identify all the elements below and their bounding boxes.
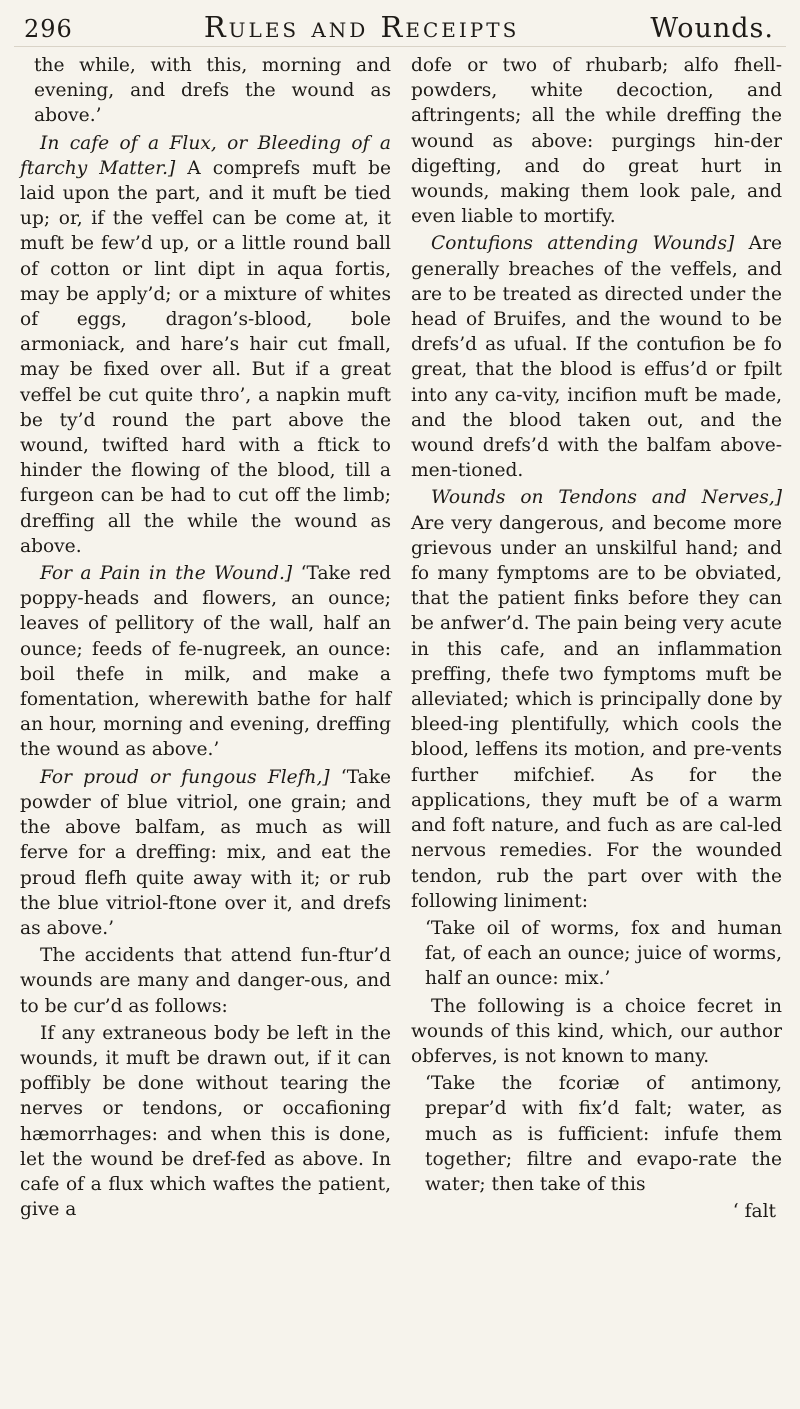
paragraph-text: The following is a choice fecret in wounds of this kind, which, our author obferves, is not known to many. (411, 995, 782, 1067)
paragraph-text: ‘Take the fcoriæ of antimony, prepar’d with fix’d falt; water, as much as is fufficient: infufe them together; filtre and evapo-rate the water; then take of this (425, 1073, 782, 1195)
paragraph-text: ‘Take oil of worms, fox and human fat, of each an ounce; juice of worms, half an ounce: mix.’ (425, 917, 782, 990)
paragraph (411, 916, 782, 992)
paragraph (20, 1021, 391, 1223)
paragraph-text: A comprefs muft be laid upon the part, and it muft be tied up; or, if the veffel can be come at, it muft be few’d up, or a little round ball of cotton or lint dipt in aqua fortis, may be apply’d; or a mixture of whites of eggs, dragon’s-blood, bole armoniack, and hare’s hair cut fmall, may be fixed over all. But if a great veffel be cut quite thro’, a napkin muft be ty’d round the part above the wound, twifted hard with a ftick to hinder the flowing of the blood, till a furgeon can be had to cut off the limb; dreffing all the while the wound as above. (20, 157, 391, 557)
paragraph (20, 765, 391, 941)
paragraph (20, 561, 391, 763)
paragraph (411, 994, 782, 1070)
left-column (20, 53, 391, 1409)
paragraph (411, 53, 782, 229)
catchword-text: ‘ falt (732, 1201, 776, 1223)
section-title: Wounds. (650, 13, 774, 44)
paragraph-text: The accidents that attend fun-ftur’d wounds are many and danger-ous, and to be cur’d as follows: (20, 945, 391, 1017)
paragraph-heading: Contufions attending Wounds] (431, 233, 735, 255)
paragraph-text: If any extraneous body be left in the wounds, it muft be drawn out, if it can poffibly be done without tearing the nerves or tendons, or occafioning hæmorrhages: and when this is done, let the wound be dref-fed as above. In cafe of a flux which waftes the patient, give a (20, 1022, 391, 1221)
paragraph (411, 485, 782, 913)
catchword (411, 1199, 776, 1224)
paragraph-text: ‘Take red poppy-heads and flowers, an ounce; leaves of pellitory of the wall, half an ounce; feeds of fe-nugreek, an ounce: boil thefe in milk, and make a fomentation, wherewith bathe for half an hour, morning and evening, dreffing the wound as above.’ (20, 563, 391, 761)
paragraph (20, 53, 391, 129)
paragraph-heading: In cafe of a Flux, or Bleeding of a ftarchy Matter.] (20, 132, 391, 179)
running-title: Rules and Receipts (203, 10, 520, 44)
paragraph (20, 131, 391, 559)
paragraph-text: ‘Take powder of blue vitriol, one grain; and the above balfam, as much as will ferve for a dreffing: mix, and eat the proud flefh quite away with it; or rub the blue vitriol-ftone over it, and drefs as above.’ (20, 766, 392, 939)
running-header (14, 10, 786, 47)
text-columns (14, 47, 786, 1409)
paragraph (411, 1071, 782, 1197)
paragraph (411, 231, 782, 483)
paragraph-heading: Wounds on Tendons and Nerves,] (431, 487, 782, 509)
paragraph-text: dofe or two of rhubarb; alfo fhell-powders, white decoction, and aftringents; all the while dreffing the wound as above: purgings hin-der digefting, and do great hurt in wounds, making them look pale, and even liable to mortify. (411, 55, 782, 228)
paragraph-heading: For proud or fungous Flefh,] (40, 766, 330, 788)
paragraph-text: Are very dangerous, and become more grievous under an unskilful hand; and fo many fymptoms are to be obviated, that the patient finks before they can be anfwer’d. The pain being very acute in this cafe, and an inflammation preffing, thefe two fymptoms muft be alleviated; which is principally done by bleed-ing plentifully, which cools the blood, leffens its motion, and pre-vents further mifchief. As for the applications, they muft be of a warm and foft nature, and fuch as are cal-led nervous remedies. For the wounded tendon, rub the part over with the following liniment: (411, 512, 782, 912)
page-number: 296 (24, 15, 73, 43)
paragraph (20, 943, 391, 1019)
paragraph-text: Are generally breaches of the veffels, and are to be treated as directed under the head of Bruifes, and the wound to be drefs’d as ufual. If the contufion be fo great, that the blood is effus’d or fpilt into any ca-vity, incifion muft be made, and the blood taken out, and the wound drefs’d with the balfam above-men-tioned. (411, 233, 782, 482)
right-column (411, 53, 782, 1409)
paragraph-heading: For a Pain in the Wound.] (40, 563, 293, 585)
paragraph-text: the while, with this, morning and evening, and drefs the wound as above.’ (34, 55, 391, 127)
